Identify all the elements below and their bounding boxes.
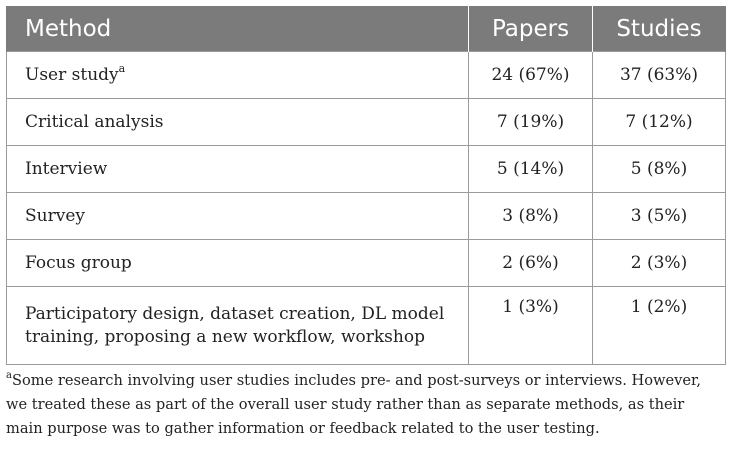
header-papers: Papers xyxy=(469,6,593,52)
papers-cell: 24 (67%) xyxy=(469,52,593,99)
table-row xyxy=(7,146,726,193)
papers-cell: 5 (14%) xyxy=(469,146,593,193)
methods-table-container xyxy=(6,6,725,365)
studies-cell: 5 (8%) xyxy=(593,146,726,193)
header-studies: Studies xyxy=(593,6,726,52)
studies-cell: 37 (63%) xyxy=(593,52,726,99)
method-cell: Critical analysis xyxy=(7,99,469,146)
papers-cell: 1 (3%) xyxy=(469,287,593,365)
table-header xyxy=(7,6,726,52)
header-method: Method xyxy=(7,6,469,52)
table-footnote xyxy=(6,369,725,441)
method-cell xyxy=(7,52,469,99)
footnote-marker: a xyxy=(118,61,126,75)
studies-cell: 2 (3%) xyxy=(593,240,726,287)
table-row xyxy=(7,287,726,365)
footnote-text: Some research involving user studies includes pre- and post-surveys or interviews. However, we treated these as part of the overall user study rather than as separate methods, as their main purpose was to gather information or feedback related to the user testing. xyxy=(6,372,702,437)
table-row xyxy=(7,240,726,287)
method-cell: Participatory design, dataset creation, DL model training, proposing a new workflow, workshop xyxy=(7,287,469,365)
method-label: User study xyxy=(25,64,119,85)
papers-cell: 7 (19%) xyxy=(469,99,593,146)
method-cell: Survey xyxy=(7,193,469,240)
table-body xyxy=(7,52,726,365)
table-row xyxy=(7,99,726,146)
method-cell: Interview xyxy=(7,146,469,193)
footnote-marker: a xyxy=(6,370,12,382)
header-row xyxy=(7,6,726,52)
method-cell: Focus group xyxy=(7,240,469,287)
studies-cell: 3 (5%) xyxy=(593,193,726,240)
table-row xyxy=(7,193,726,240)
studies-cell: 1 (2%) xyxy=(593,287,726,365)
methods-table xyxy=(6,6,726,365)
papers-cell: 3 (8%) xyxy=(469,193,593,240)
table-row xyxy=(7,52,726,99)
papers-cell: 2 (6%) xyxy=(469,240,593,287)
studies-cell: 7 (12%) xyxy=(593,99,726,146)
